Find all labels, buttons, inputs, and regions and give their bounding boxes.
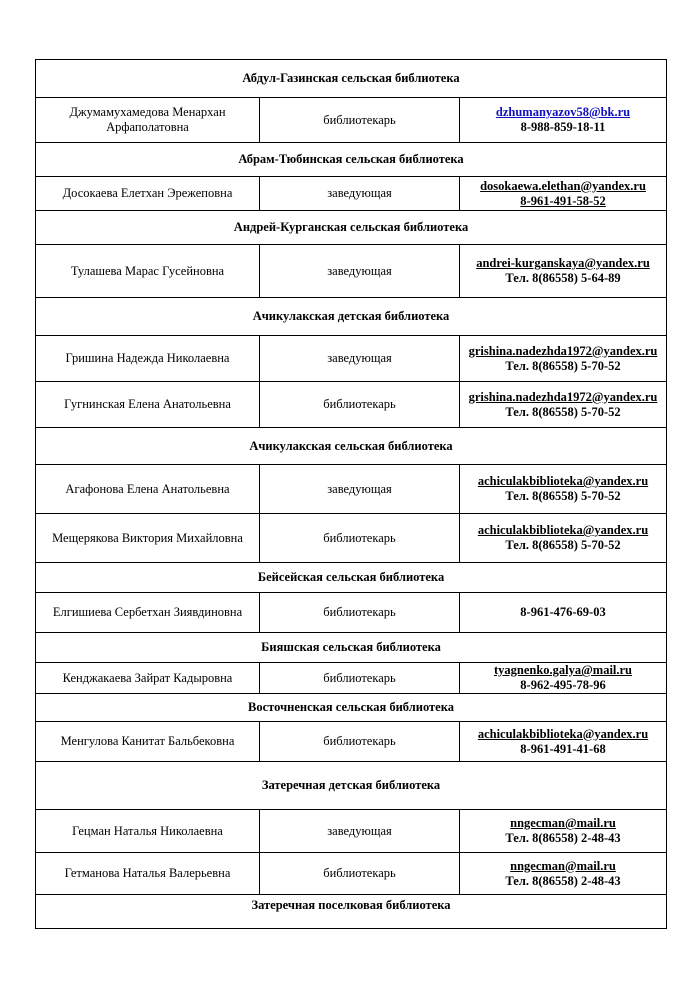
library-heading: Восточненская сельская библиотека: [36, 694, 667, 722]
staff-position: библиотекарь: [260, 382, 460, 428]
email-link[interactable]: andrei-kurganskaya@yandex.ru: [476, 256, 650, 270]
email-link[interactable]: dzhumanyazov58@bk.ru: [495, 105, 631, 119]
staff-contact: [460, 722, 667, 762]
staff-position: заведующая: [260, 336, 460, 382]
phone-number: Тел. 8(86558) 5-70-52: [505, 404, 621, 419]
email-link[interactable]: achiculakbiblioteka@yandex.ru: [477, 726, 649, 741]
phone-number: Тел. 8(86558) 5-70-52: [505, 538, 621, 552]
staff-contact: [460, 98, 667, 143]
staff-position: библиотекарь: [260, 514, 460, 563]
staff-position: библиотекарь: [260, 853, 460, 895]
staff-position: заведующая: [260, 177, 460, 211]
staff-contact: [460, 663, 667, 694]
staff-contact: [460, 853, 667, 895]
email-link[interactable]: grishina.nadezhda1972@yandex.ru: [468, 389, 658, 404]
staff-position: заведующая: [260, 245, 460, 298]
library-heading: Бейсейская сельская библиотека: [36, 563, 667, 593]
staff-name: Менгулова Канитат Бальбековна: [36, 722, 260, 762]
email-link[interactable]: dosokaewa.elethan@yandex.ru: [480, 178, 646, 193]
phone-number: Тел. 8(86558) 2-48-43: [505, 873, 621, 888]
staff-name: Гугнинская Елена Анатольевна: [36, 382, 260, 428]
staff-position: библиотекарь: [260, 663, 460, 694]
staff-contact: [460, 382, 667, 428]
staff-contact: [460, 810, 667, 853]
phone-number: Тел. 8(86558) 5-70-52: [505, 358, 621, 373]
staff-name: Джумамухамедова Менархан Арфаполатовна: [36, 98, 260, 143]
library-heading: Бияшская сельская библиотека: [36, 633, 667, 663]
email-link[interactable]: grishina.nadezhda1972@yandex.ru: [468, 343, 658, 358]
phone-number: 8-961-491-41-68: [520, 741, 606, 756]
phone-number: Тел. 8(86558) 5-64-89: [505, 271, 621, 285]
staff-contact: [460, 245, 667, 298]
staff-name: Кенджакаева Зайрат Кадыровна: [36, 663, 260, 694]
staff-name: Агафонова Елена Анатольевна: [36, 465, 260, 514]
email-link[interactable]: nngecman@mail.ru: [510, 816, 616, 830]
staff-name: Гетманова Наталья Валерьевна: [36, 853, 260, 895]
staff-position: заведующая: [260, 465, 460, 514]
staff-contact: [460, 465, 667, 514]
phone-number: 8-962-495-78-96: [520, 678, 606, 692]
staff-position: библиотекарь: [260, 98, 460, 143]
email-link[interactable]: tyagnenko.galya@mail.ru: [493, 663, 633, 677]
staff-name: Досокаева Елетхан Эрежеповна: [36, 177, 260, 211]
phone-number: Тел. 8(86558) 5-70-52: [505, 489, 621, 503]
phone-number: 8-961-491-58-52: [520, 193, 606, 208]
phone-number: 8-961-476-69-03: [520, 605, 606, 619]
staff-position: заведующая: [260, 810, 460, 853]
library-heading: Затеречная детская библиотека: [36, 762, 667, 810]
staff-position: библиотекарь: [260, 593, 460, 633]
staff-contact: [460, 593, 667, 633]
staff-name: Елгишиева Сербетхан Зиявдиновна: [36, 593, 260, 633]
staff-contact: [460, 177, 667, 211]
phone-number: 8-988-859-18-11: [520, 120, 606, 134]
library-heading: Ачикулакская сельская библиотека: [36, 428, 667, 465]
library-heading: Андрей-Курганская сельская библиотека: [36, 211, 667, 245]
email-link[interactable]: achiculakbiblioteka@yandex.ru: [477, 474, 649, 488]
staff-name: Гришина Надежда Николаевна: [36, 336, 260, 382]
phone-number: Тел. 8(86558) 2-48-43: [505, 831, 621, 845]
staff-contact: [460, 514, 667, 563]
library-heading: Абдул-Газинская сельская библиотека: [36, 60, 667, 98]
library-heading: Ачикулакская детская библиотека: [36, 298, 667, 336]
library-staff-table: [35, 59, 667, 929]
staff-name: Тулашева Марас Гусейновна: [36, 245, 260, 298]
staff-position: библиотекарь: [260, 722, 460, 762]
email-link[interactable]: achiculakbiblioteka@yandex.ru: [477, 523, 649, 537]
library-heading: Абрам-Тюбинская сельская библиотека: [36, 143, 667, 177]
staff-contact: [460, 336, 667, 382]
staff-name: Гецман Наталья Николаевна: [36, 810, 260, 853]
staff-name: Мещерякова Виктория Михайловна: [36, 514, 260, 563]
library-heading: Затеречная поселковая библиотека: [36, 895, 667, 929]
email-link[interactable]: nngecman@mail.ru: [510, 858, 616, 873]
